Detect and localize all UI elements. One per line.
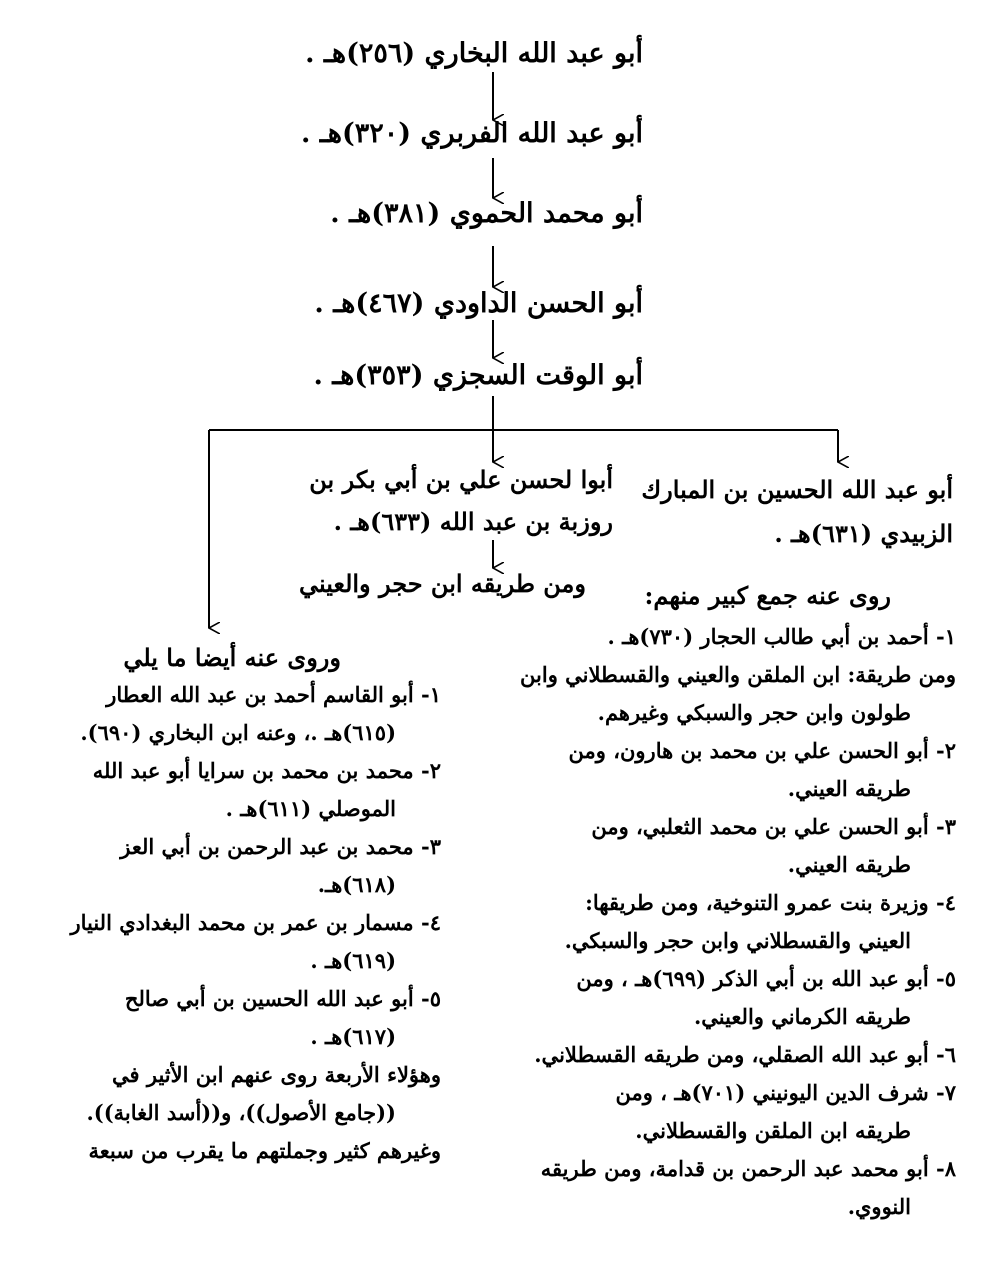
branch-right-line1: أبو عبد الله الحسين بن المبارك (641, 475, 953, 504)
right-list-line: النووي. (847, 1194, 911, 1219)
right-list-line: طريقه العيني. (787, 852, 911, 877)
left-list-line: الموصلي (٦١١)هـ . (225, 796, 396, 821)
left-list-line: ٤- مسمار بن عمر بن محمد البغدادي النيار (70, 910, 441, 935)
left-list (31, 676, 441, 1170)
right-list-line: ٣- أبو الحسن علي بن محمد الثعلبي، ومن (591, 814, 956, 839)
right-list-heading: روى عنه جمع كبير منهم: (644, 581, 891, 610)
right-list-line: ٥- أبو عبد الله بن أبي الذكر (٦٩٩)هـ ، ومن (576, 966, 956, 991)
chain-node-dawudi: أبو الحسن الداودي (٤٦٧)هـ . (314, 288, 643, 319)
left-list-line: وهؤلاء الأربعة روى عنهم ابن الأثير في (112, 1062, 441, 1087)
left-list-line: (٦١٧)هـ . (310, 1024, 396, 1049)
left-list-heading: وروى عنه أيضا ما يلي (123, 643, 341, 672)
right-list (520, 618, 956, 1226)
left-list-line: ٣- محمد بن عبد الرحمن بن أبي العز (120, 834, 441, 859)
chain-node-bukhari: أبو عبد الله البخاري (٢٥٦)هـ . (305, 38, 643, 69)
branch-middle-line3: ومن طريقه ابن حجر والعيني (299, 569, 586, 598)
left-list-line: (٦١٨)هـ. (317, 872, 396, 897)
left-list-line: (٦١٥)هـ .، وعنه ابن البخاري (٦٩٠). (80, 720, 396, 745)
right-list-line: طريقه العيني. (787, 776, 911, 801)
right-list-line: ١- أحمد بن أبي طالب الحجار (٧٣٠)هـ . (607, 624, 956, 649)
branch-right-line2: الزبيدي (٦٣١)هـ . (774, 519, 953, 548)
left-list-line: (٦١٩)هـ . (310, 948, 396, 973)
left-list-line: وغيرهم كثير وجملتهم ما يقرب من سبعة (88, 1138, 441, 1163)
chain-node-firabri: أبو عبد الله الفربري (٣٢٠)هـ . (301, 118, 643, 149)
right-list-line: ٨- أبو محمد عبد الرحمن بن قدامة، ومن طريقه (540, 1156, 956, 1181)
right-list-line: طريقه ابن الملقن والقسطلاني. (635, 1118, 911, 1143)
right-list-line: طريقه الكرماني والعيني. (693, 1004, 911, 1029)
right-list-line: ومن طريقة: ابن الملقن والعيني والقسطلاني وابن (520, 662, 956, 687)
right-list-line: العيني والقسطلاني وابن حجر والسبكي. (564, 928, 911, 953)
right-list-line: ٤- وزيرة بنت عمرو التنوخية، ومن طريقها: (585, 890, 956, 915)
branch-middle-line2: روزبة بن عبد الله (٦٣٣)هـ . (333, 507, 613, 536)
right-list-line: ٢- أبو الحسن علي بن محمد بن هارون، ومن (568, 738, 956, 763)
chain-node-hamawi: أبو محمد الحموي (٣٨١)هـ . (330, 198, 643, 229)
branch-middle-line1: أبوا لحسن علي بن أبي بكر بن (309, 465, 613, 494)
left-list-line: ١- أبو القاسم أحمد بن عبد الله العطار (106, 682, 441, 707)
right-list-line: ٧- شرف الدين اليونيني (٧٠١)هـ ، ومن (615, 1080, 956, 1105)
left-list-line: ((جامع الأصول))، و((أسد الغابة)). (86, 1100, 396, 1125)
left-list-line: ٥- أبو عبد الله الحسين بن أبي صالح (124, 986, 441, 1011)
chain-node-sijzi: أبو الوقت السجزي (٣٥٣)هـ . (313, 360, 643, 391)
left-list-line: ٢- محمد بن محمد بن سرايا أبو عبد الله (92, 758, 441, 783)
right-list-line: طولون وابن حجر والسبكي وغيرهم. (597, 700, 911, 725)
right-list-line: ٦- أبو عبد الله الصقلي، ومن طريقه القسطلاني. (534, 1042, 956, 1067)
